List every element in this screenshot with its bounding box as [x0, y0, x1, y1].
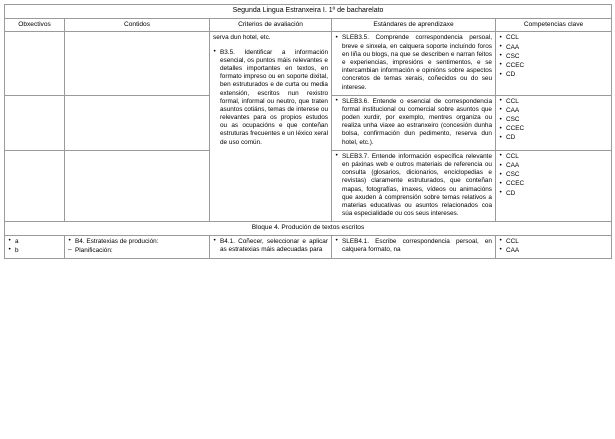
- competencia-item: • CAA: [499, 107, 608, 115]
- table-row-last: [5, 235, 612, 258]
- competencia-item: • CD: [499, 190, 608, 198]
- contidos-list: [68, 238, 206, 255]
- block-banner-row: [5, 222, 612, 235]
- table-row: [5, 32, 612, 95]
- cell-competencias: [496, 95, 612, 150]
- curriculum-table: [4, 4, 612, 259]
- cell-obxectivos: [5, 235, 65, 258]
- competencia-item: • CD: [499, 71, 608, 79]
- table-title-row: [5, 5, 612, 19]
- competencia-item: • CSC: [499, 171, 608, 179]
- competencia-item: • CAA: [499, 44, 608, 52]
- competencia-item: • CAA: [499, 162, 608, 170]
- cell-competencias: [496, 150, 612, 222]
- cell-criterios: [210, 32, 332, 222]
- cell-contidos: [65, 235, 210, 258]
- competencia-item: • CAA: [499, 247, 608, 255]
- competencia-item: • CCEC: [499, 125, 608, 133]
- competencia-item: • CD: [499, 134, 608, 142]
- criterios-list: [213, 238, 328, 254]
- cell-competencias: [496, 235, 612, 258]
- contido-item: • B4. Estratexias de produción:: [68, 238, 206, 246]
- cell-obxectivos: [5, 32, 65, 95]
- competencia-item: • CCL: [499, 34, 608, 42]
- obxectivo-item: • b: [8, 247, 61, 255]
- cell-contidos: [65, 150, 210, 222]
- cell-obxectivos: [5, 150, 65, 222]
- criterios-list: [213, 49, 328, 147]
- competencia-item: • CCL: [499, 238, 608, 246]
- cell-estandar: [332, 235, 496, 258]
- column-header-criterios: Criterios de avaliación: [210, 18, 332, 31]
- competencia-item: • CCL: [499, 98, 608, 106]
- document-title: Segunda Lingua Estranxeira I. 1º de bacharelato: [5, 5, 612, 19]
- column-header-obxectivos: Obxectivos: [5, 18, 65, 31]
- criterio-item: • B4.1. Coñecer, seleccionar e aplicar as estratexias máis adecuadas para: [213, 238, 328, 254]
- competencia-item: • CCL: [499, 153, 608, 161]
- criterio-item: • B3.5. Identificar a información esencial, os puntos máis relevantes e detalles importantes en textos, en formato impreso ou en soporte dixital, ben estruturados e de curta ou media extensión, escritos nun rexistro formal, informal ou neutro, que traten asuntos cotiáns, temas de interese ou relevantes para os propios estudos ou as ocupacións e que conteñan estruturas frecuentes e un léxico xeral de uso común.: [213, 49, 328, 147]
- competencia-item: • CCEC: [499, 62, 608, 70]
- cell-criterios: [210, 235, 332, 258]
- competencia-item: • CSC: [499, 116, 608, 124]
- competencias-list: [499, 34, 608, 79]
- estandar-item: • SLEB4.1. Escribe correspondencia persoal, en calquera formato, na: [335, 238, 492, 254]
- criterio-continuation: serva dun hotel, etc.: [213, 34, 271, 42]
- estandar-item: • SLEB3.7. Entende información específica relevante en páxinas web e outros materiais de referencia ou consulta (glosarios, dicionarios, enciclopedias e revistas) claramente estruturados, que conteñan mapas, fotografías, imaxes, vídeos ou animacións que axuden á comprensión sobre temas relativos a materias educativas ou asuntos relacionados coa súa especialidade ou cos seus intereses.: [335, 153, 492, 219]
- contido-subitem: – Planificación:: [68, 247, 206, 255]
- cell-contidos: [65, 95, 210, 150]
- competencia-item: • CSC: [499, 53, 608, 61]
- table-header-row: [5, 18, 612, 31]
- column-header-estandares: Estándares de aprendizaxe: [332, 18, 496, 31]
- obxectivos-list: [8, 238, 61, 255]
- competencia-item: • CCEC: [499, 180, 608, 188]
- estandares-list: [335, 153, 492, 219]
- competencias-list: [499, 153, 608, 198]
- block-banner: Bloque 4. Produción de textos escritos: [5, 222, 612, 235]
- estandar-item: • SLEB3.5. Comprende correspondencia persoal, breve e sinxela, en calquera soporte incluíndo foros en liña ou blogs, na que se describen e narran feitos e experiencias, impresións e sentimentos, e se intercambian información e opinións sobre aspectos concretos de temas xerais, coñecidos ou do seu interese.: [335, 34, 492, 91]
- obxectivo-item: • a: [8, 238, 61, 246]
- estandares-list: [335, 34, 492, 91]
- cell-competencias: [496, 32, 612, 95]
- estandares-list: [335, 98, 492, 147]
- cell-estandar: [332, 95, 496, 150]
- column-header-competencias: Competencias clave: [496, 18, 612, 31]
- competencias-list: [499, 238, 608, 255]
- column-header-contidos: Contidos: [65, 18, 210, 31]
- cell-contidos: [65, 32, 210, 95]
- estandares-list: [335, 238, 492, 254]
- cell-obxectivos: [5, 95, 65, 150]
- cell-estandar: [332, 150, 496, 222]
- competencias-list: [499, 98, 608, 143]
- cell-estandar: [332, 32, 496, 95]
- estandar-item: • SLEB3.6. Entende o esencial de correspondencia formal institucional ou comercial sobre asuntos que poden xurdir, por exemplo, mentres organiza ou realiza unha viaxe ao estranxeiro (concesión dunha bolsa, confirmación dun pedimento, reserva dun hotel, etc.).: [335, 98, 492, 147]
